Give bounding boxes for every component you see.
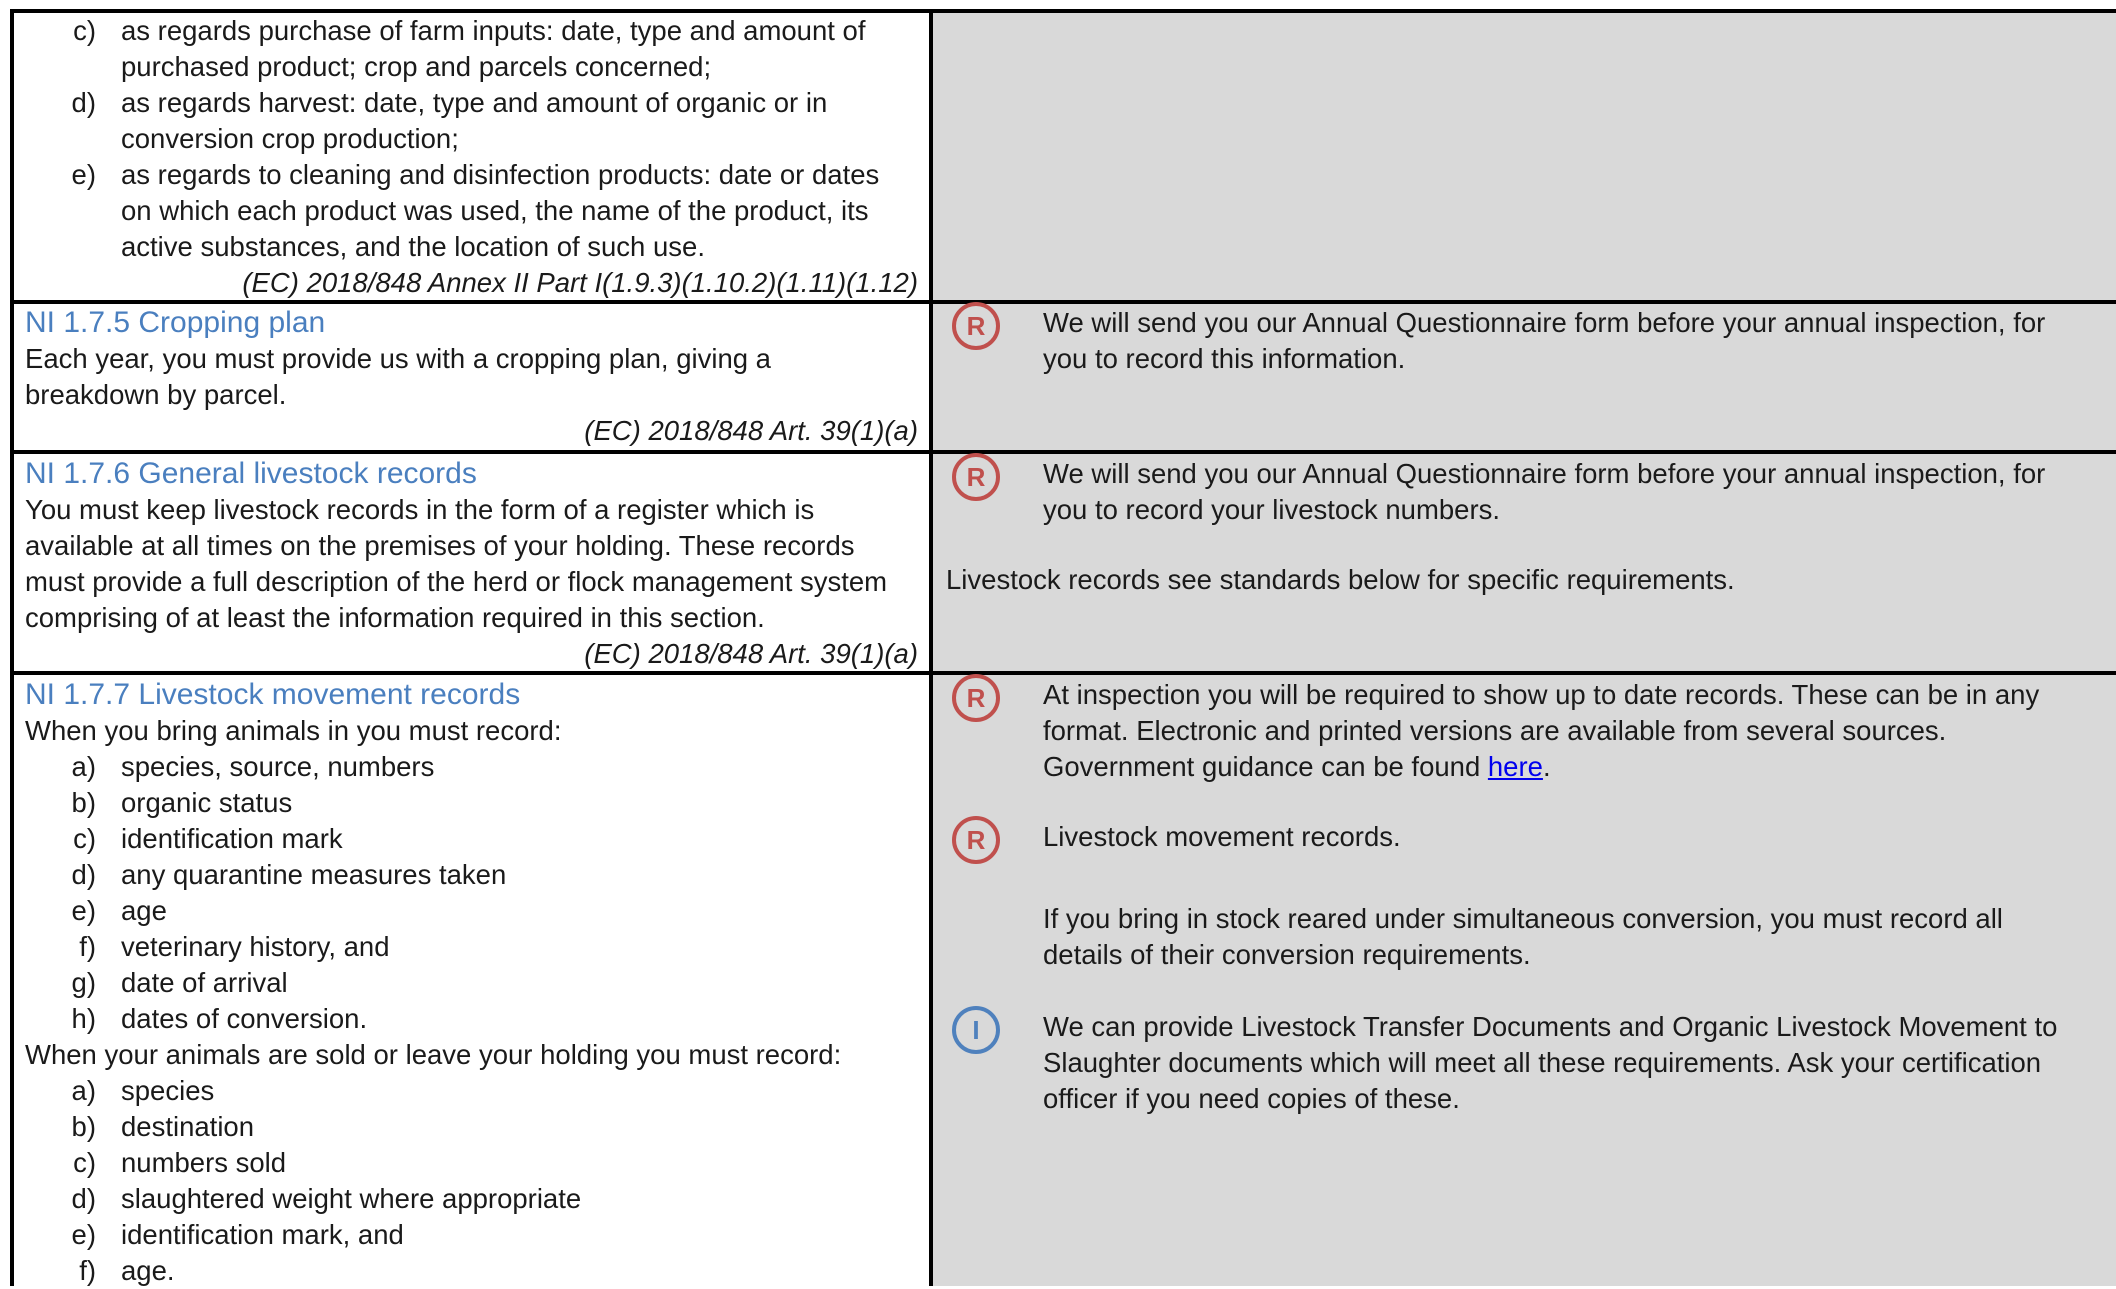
- standard-livestock-movement-records: [14, 677, 928, 1289]
- list-item: [25, 965, 928, 1001]
- government-guidance-link[interactable]: here: [1487, 751, 1543, 782]
- requirement-icon: [951, 673, 1001, 723]
- list-item: [25, 157, 928, 265]
- list-item-label: c): [73, 15, 96, 46]
- standard-general-livestock-records: [14, 456, 928, 672]
- list-item: [25, 1145, 928, 1181]
- list-item: [25, 893, 928, 929]
- list-intro: When your animals are sold or leave your holding you must record:: [25, 1039, 842, 1070]
- list-item-text: species, source, numbers: [121, 751, 435, 782]
- list-item: [25, 857, 928, 893]
- list-item-label: c): [73, 823, 96, 854]
- list-item-text: date of arrival: [121, 967, 288, 998]
- list-item-text: age.: [121, 1255, 175, 1286]
- standard-cropping-plan: [14, 305, 928, 449]
- list-item-label: e): [71, 1219, 96, 1250]
- requirement-icon: [951, 452, 1001, 502]
- list-item-label: f): [79, 931, 96, 962]
- standard-title: NI 1.7.5 Cropping plan: [25, 306, 326, 339]
- list-item-label: e): [71, 895, 96, 926]
- list-item: [25, 785, 928, 821]
- list-item-text: species: [121, 1075, 215, 1106]
- guidance-note: Livestock records see standards below for specific requirements.: [946, 564, 1735, 595]
- list-item: [25, 1253, 928, 1289]
- svg-text:R: R: [966, 311, 986, 341]
- list-item-label: c): [73, 1147, 96, 1178]
- list-item: [25, 13, 928, 85]
- standard-body: You must keep livestock records in the form of a register which is available at all times on the premises of your holding. These records must provide a full description of the herd or flock management system comprising of at least the information required in this section.: [25, 494, 888, 633]
- svg-text:R: R: [966, 825, 986, 855]
- list-item-label: h): [71, 1003, 96, 1034]
- guidance-text: We will send you our Annual Questionnaire form before your annual inspection, for you to record this information.: [1043, 307, 2046, 374]
- list-item: [25, 1217, 928, 1253]
- standard-title: NI 1.7.6 General livestock records: [25, 457, 477, 490]
- svg-text:I: I: [972, 1015, 980, 1045]
- list-item-text: slaughtered weight where appropriate: [121, 1183, 582, 1214]
- list-item-label: b): [71, 787, 96, 818]
- guidance-livestock-movement-records: [933, 677, 2116, 1117]
- requirement-icon: [951, 301, 1001, 351]
- list-item: [25, 1109, 928, 1145]
- list-item: [25, 749, 928, 785]
- list-item-text: veterinary history, and: [121, 931, 390, 962]
- guidance-text: Livestock movement records.: [1043, 821, 1401, 852]
- regulation-reference: (EC) 2018/848 Annex II Part I(1.9.3)(1.10.2)(1.11)(1.12): [242, 267, 918, 298]
- list-item-text: any quarantine measures taken: [121, 859, 507, 890]
- list-item: [25, 85, 928, 157]
- guidance-general-livestock-records: [933, 456, 2116, 598]
- svg-text:R: R: [966, 683, 986, 713]
- list-item-label: a): [71, 751, 96, 782]
- list-item: [25, 1181, 928, 1217]
- list-item-text: identification mark, and: [121, 1219, 404, 1250]
- continued-records-list: [14, 13, 928, 301]
- standard-body: Each year, you must provide us with a cropping plan, giving a breakdown by parcel.: [25, 343, 771, 410]
- list-item-text: identification mark: [121, 823, 343, 854]
- list-item-label: e): [71, 159, 96, 190]
- row-divider: [10, 450, 2116, 454]
- list-item-label: d): [71, 859, 96, 890]
- list-item: [25, 1001, 928, 1037]
- list-intro: When you bring animals in you must record:: [25, 715, 562, 746]
- regulation-reference: (EC) 2018/848 Art. 39(1)(a): [584, 638, 918, 669]
- list-item-text: age: [121, 895, 167, 926]
- list-item-text: as regards harvest: date, type and amount of organic or in conversion crop production;: [121, 87, 828, 154]
- list-item-label: d): [71, 1183, 96, 1214]
- list-item-text: dates of conversion.: [121, 1003, 368, 1034]
- list-item-label: f): [79, 1255, 96, 1286]
- standard-title: NI 1.7.7 Livestock movement records: [25, 678, 521, 711]
- guidance-text: We can provide Livestock Transfer Documents and Organic Livestock Movement to Slaughter documents which will meet all these requirements. Ask your certification officer if you need copies of these.: [1043, 1011, 2058, 1114]
- list-item: [25, 929, 928, 965]
- list-item-text: destination: [121, 1111, 255, 1142]
- list-item: [25, 821, 928, 857]
- list-item-label: b): [71, 1111, 96, 1142]
- list-item-label: d): [71, 87, 96, 118]
- guidance-text: At inspection you will be required to show up to date records. These can be in any format. Electronic and printed versions are available from several sources. Government guidance can be found here.: [1043, 679, 2040, 782]
- svg-text:R: R: [966, 462, 986, 492]
- requirement-icon: [951, 815, 1001, 865]
- guidance-text: We will send you our Annual Questionnaire form before your annual inspection, for you to record your livestock numbers.: [1043, 458, 2046, 525]
- list-item-text: as regards purchase of farm inputs: date, type and amount of purchased product; crop and parcels concerned;: [121, 15, 866, 82]
- list-item-text: as regards to cleaning and disinfection products: date or dates on which each product was used, the name of the product, its active substances, and the location of such use.: [121, 159, 880, 262]
- list-item: [25, 1073, 928, 1109]
- list-item-label: g): [71, 967, 96, 998]
- list-item-text: organic status: [121, 787, 293, 818]
- guidance-cropping-plan: [933, 305, 2116, 377]
- list-item-label: a): [71, 1075, 96, 1106]
- information-icon: [951, 1005, 1001, 1055]
- guidance-text: If you bring in stock reared under simultaneous conversion, you must record all details of their conversion requirements.: [1043, 903, 2003, 970]
- regulation-reference: (EC) 2018/848 Art. 39(1)(a): [584, 415, 918, 446]
- list-item-text: numbers sold: [121, 1147, 287, 1178]
